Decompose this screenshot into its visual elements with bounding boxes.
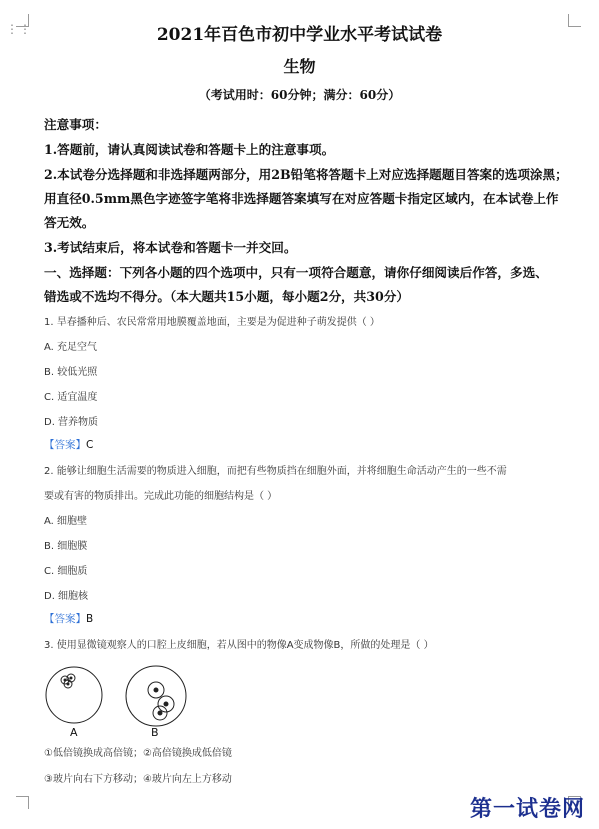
view-a-nucleus-1 bbox=[64, 679, 66, 681]
answer-tag: 【答案】 bbox=[44, 613, 86, 625]
view-b-nucleus-3 bbox=[158, 711, 162, 715]
notice-item-3: 3.考试结束后，将本试卷和答题卡一并交回。 bbox=[44, 240, 297, 255]
view-b-nucleus-1 bbox=[154, 688, 158, 692]
notice-item-2-line-2: 用直径0.5mm黑色字迹签字笔将非选择题答案填写在对应答题卡指定区域内，在本试卷上作 bbox=[44, 191, 559, 206]
view-b-nucleus-2 bbox=[164, 702, 168, 706]
exam-title: 2021年百色市初中学业水平考试试卷 bbox=[156, 25, 443, 45]
figure-label-a: A bbox=[70, 726, 78, 739]
microscope-figure bbox=[44, 660, 204, 739]
view-a bbox=[46, 667, 102, 723]
view-a-nucleus-2 bbox=[70, 677, 72, 679]
notice-item-2-line-3: 答无效。 bbox=[44, 215, 95, 230]
question-3-stem: 3. 使用显微镜观察人的口腔上皮细胞，若从图中的物像A变成物像B，所做的处理是（ ） bbox=[44, 640, 434, 651]
question-2-answer bbox=[44, 611, 93, 626]
exam-info: （考试用时：60分钟；满分：60分） bbox=[198, 88, 401, 102]
question-1-option-a: A. 充足空气 bbox=[44, 342, 98, 353]
question-2-option-b: B. 细胞膜 bbox=[44, 541, 88, 552]
view-b-field bbox=[126, 666, 186, 726]
drag-handle-icon[interactable]: ⋮⋮ bbox=[6, 22, 32, 36]
question-1-answer bbox=[44, 437, 93, 452]
subject-title: 生物 bbox=[283, 57, 316, 76]
notice-item-1: 1.答题前，请认真阅读试卷和答题卡上的注意事项。 bbox=[44, 142, 335, 157]
question-2-option-c: C. 细胞质 bbox=[44, 566, 88, 577]
question-2-stem-line-1: 2. 能够让细胞生活需要的物质进入细胞，而把有些物质挡在细胞外面，并将细胞生命活动产生的一些不需 bbox=[44, 466, 507, 477]
view-a-nucleus-3 bbox=[67, 683, 69, 685]
answer-value: B bbox=[86, 613, 94, 625]
answer-value: C bbox=[86, 439, 94, 451]
microscope-views-svg bbox=[44, 660, 204, 735]
question-1-stem: 1. 旱春播种后、农民常常用地膜覆盖地面，主要是为促进种子萌发提供（ ） bbox=[44, 317, 380, 328]
question-1-option-d: D. 营养物质 bbox=[44, 417, 99, 428]
notice-heading: 注意事项： bbox=[44, 117, 107, 132]
question-2-option-d: D. 细胞核 bbox=[44, 591, 89, 602]
answer-tag: 【答案】 bbox=[44, 439, 86, 451]
question-2-stem-line-2: 要或有害的物质排出。完成此功能的细胞结构是（ ） bbox=[44, 491, 278, 502]
notice-item-2-line-1: 2.本试卷分选择题和非选择题两部分，用2B铅笔将答题卡上对应选择题题目答案的选项涂黑； bbox=[44, 167, 568, 182]
question-2-option-a: A. 细胞壁 bbox=[44, 516, 88, 527]
figure-label-b: B bbox=[151, 726, 159, 739]
question-3-choice-line-2: ③玻片向右下方移动；④玻片向左上方移动 bbox=[44, 774, 232, 785]
question-1-option-c: C. 适宜温度 bbox=[44, 392, 98, 403]
question-3-choice-line-1: ①低倍镜换成高倍镜；②高倍镜换成低倍镜 bbox=[44, 748, 232, 759]
question-1-option-b: B. 较低光照 bbox=[44, 367, 98, 378]
corner-mark-bottom-left bbox=[16, 796, 29, 809]
view-b bbox=[126, 666, 186, 726]
section-1-line-1: 一、选择题：下列各小题的四个选项中，只有一项符合题意，请你仔细阅读后作答，多选、 bbox=[44, 265, 548, 280]
section-1-line-2: 错选或不选均不得分。（本大题共15小题，每小题2分，共30分） bbox=[44, 289, 409, 304]
site-watermark: 第一试卷网 bbox=[469, 796, 585, 822]
